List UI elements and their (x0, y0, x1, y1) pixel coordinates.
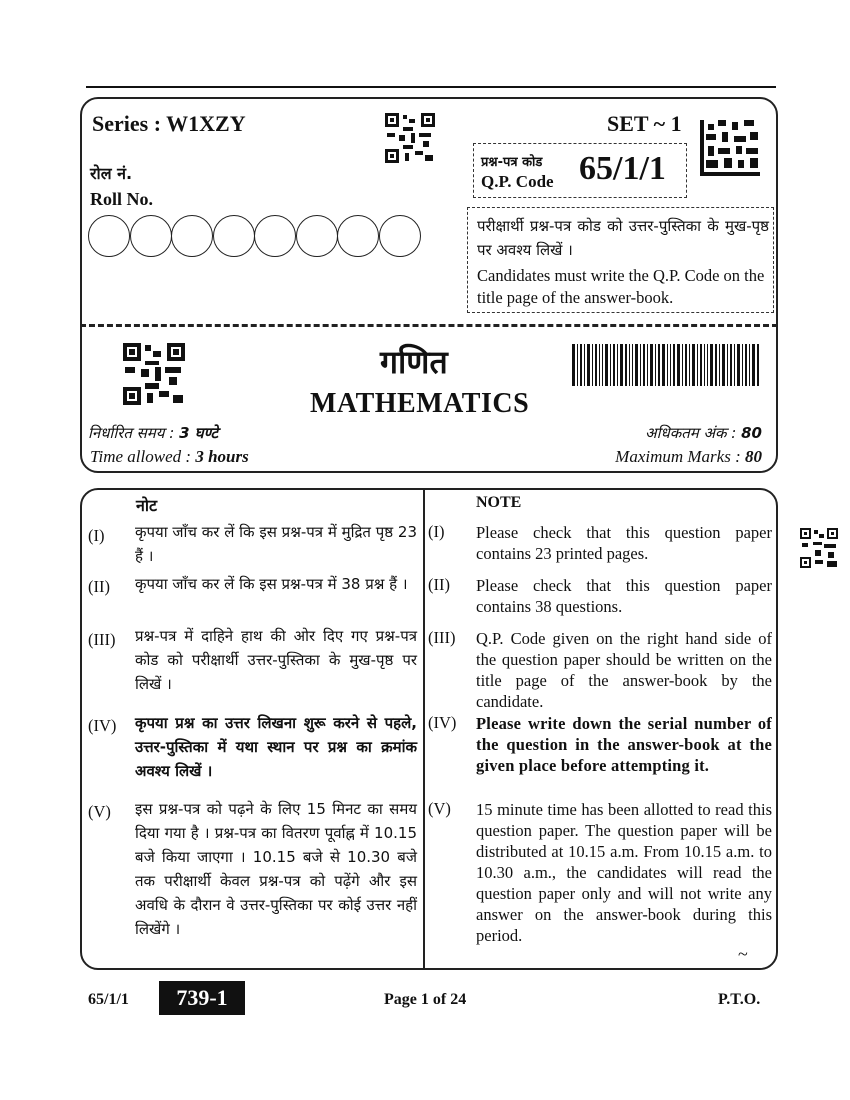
roll-digit-circle[interactable] (379, 215, 421, 257)
pto-label: P.T.O. (718, 991, 761, 1008)
note-item: Please check that this question paper contains 23 printed pages. (476, 523, 772, 563)
roll-digit-circle[interactable] (296, 215, 338, 257)
qp-code-label: Q.P. Code (481, 172, 554, 191)
set-label: SET ~ 1 (607, 111, 682, 136)
qr-code-icon (123, 343, 185, 405)
roll-digit-circle[interactable] (254, 215, 296, 257)
note-item-hindi: प्रश्न-पत्र में दाहिने हाथ की ओर दिए गए प्रश्न-पत्र कोड को परीक्षार्थी उत्तर-पुस्तिका के मुख-पृष्ठ पर लिखें । (135, 627, 417, 693)
roll-digit-circle[interactable] (337, 215, 379, 257)
note-item-hindi: कृपया जाँच कर लें कि इस प्रश्न-पत्र में 38 प्रश्न हैं । (135, 575, 408, 593)
footer-qp-code: 65/1/1 (88, 991, 129, 1008)
top-rule (86, 86, 776, 88)
qr-code-icon (385, 113, 435, 163)
note-number: (II) (88, 577, 110, 596)
qr-code-icon (800, 528, 838, 568)
time-allowed-hindi: निर्धारित समय : 3 घण्टे (88, 424, 219, 442)
note-item: Please check that this question paper contains 38 questions. (476, 576, 772, 616)
column-divider (423, 490, 425, 968)
note-item: Q.P. Code given on the right hand side of the question paper should be written on the title page of the answer-book by the candidate. (476, 629, 772, 711)
note-heading-hindi: नोट (136, 496, 158, 515)
continuation-mark: ~ (738, 944, 748, 964)
candidate-note-hindi: परीक्षार्थी प्रश्न-पत्र कोड को उत्तर-पुस्तिका के मुख-पृष्ठ पर अवश्य लिखें । (477, 217, 769, 259)
note-number: (IV) (88, 716, 117, 735)
series-label: Series : W1XZY (92, 111, 246, 136)
roll-digit-circle[interactable] (171, 215, 213, 257)
footer-badge: 739-1 (159, 981, 245, 1015)
roll-digit-circle[interactable] (88, 215, 130, 257)
note-item: 15 minute time has been allotted to read this question paper. The question paper will be distributed at 10.15 a.m. From 10.15 a.m. to 10.30 a.m., the candidates will read the question paper only and will not write any answer on the answer-book during this period. (476, 800, 772, 945)
note-number: (I) (88, 526, 105, 545)
candidate-note-english: Candidates must write the Q.P. Code on the title page of the answer-book. (477, 266, 765, 307)
page-number: Page 1 of 24 (384, 991, 467, 1008)
note-number: (II) (428, 575, 450, 594)
note-number: (I) (428, 522, 445, 541)
note-number: (III) (428, 628, 456, 647)
subject-title: MATHEMATICS (310, 388, 530, 419)
roll-number-circles (88, 215, 420, 257)
note-item-hindi: कृपया प्रश्न का उत्तर लिखना शुरू करने से पहले, उत्तर-पुस्तिका में यथा स्थान पर प्रश्न का क्रमांक अवश्य लिखें । (135, 714, 417, 780)
note-item-hindi: कृपया जाँच कर लें कि इस प्रश्न-पत्र में मुद्रित पृष्ठ 23 हैं । (135, 523, 417, 565)
barcode-icon (572, 344, 760, 386)
dashed-divider (80, 324, 778, 327)
subject-title-hindi: गणित (380, 343, 448, 381)
roll-no-hindi: रोल नं. (90, 164, 133, 183)
note-number: (V) (428, 799, 451, 818)
qp-code-label-hindi: प्रश्न-पत्र कोड (481, 155, 543, 170)
note-number: (IV) (428, 713, 457, 732)
max-marks-hindi: अधिकतम अंक : 80 (645, 424, 762, 442)
note-item: Please write down the serial number of the question in the answer-book at the given place before attempting it. (476, 714, 772, 775)
qp-code-value: 65/1/1 (579, 150, 666, 187)
note-number: (III) (88, 630, 116, 649)
datamatrix-icon (700, 120, 760, 176)
note-heading: NOTE (476, 494, 522, 511)
note-number: (V) (88, 802, 111, 821)
roll-no-label: Roll No. (90, 189, 153, 209)
roll-digit-circle[interactable] (213, 215, 255, 257)
note-item-hindi: इस प्रश्न-पत्र को पढ़ने के लिए 15 मिनट का समय दिया गया है । प्रश्न-पत्र का वितरण पूर्वाह्न में 10.15 बजे किया जाएगा । 10.15 बजे से 10.30 बजे तक परीक्षार्थी केवल प्रश्न-पत्र को पढ़ेंगे और इस अवधि के दौरान वे उत्तर-पुस्तिका पर कोई उत्तर नहीं लिखेंगे । (135, 800, 417, 938)
time-allowed: Time allowed : 3 hours (90, 447, 249, 466)
max-marks: Maximum Marks : 80 (615, 447, 762, 466)
roll-digit-circle[interactable] (130, 215, 172, 257)
